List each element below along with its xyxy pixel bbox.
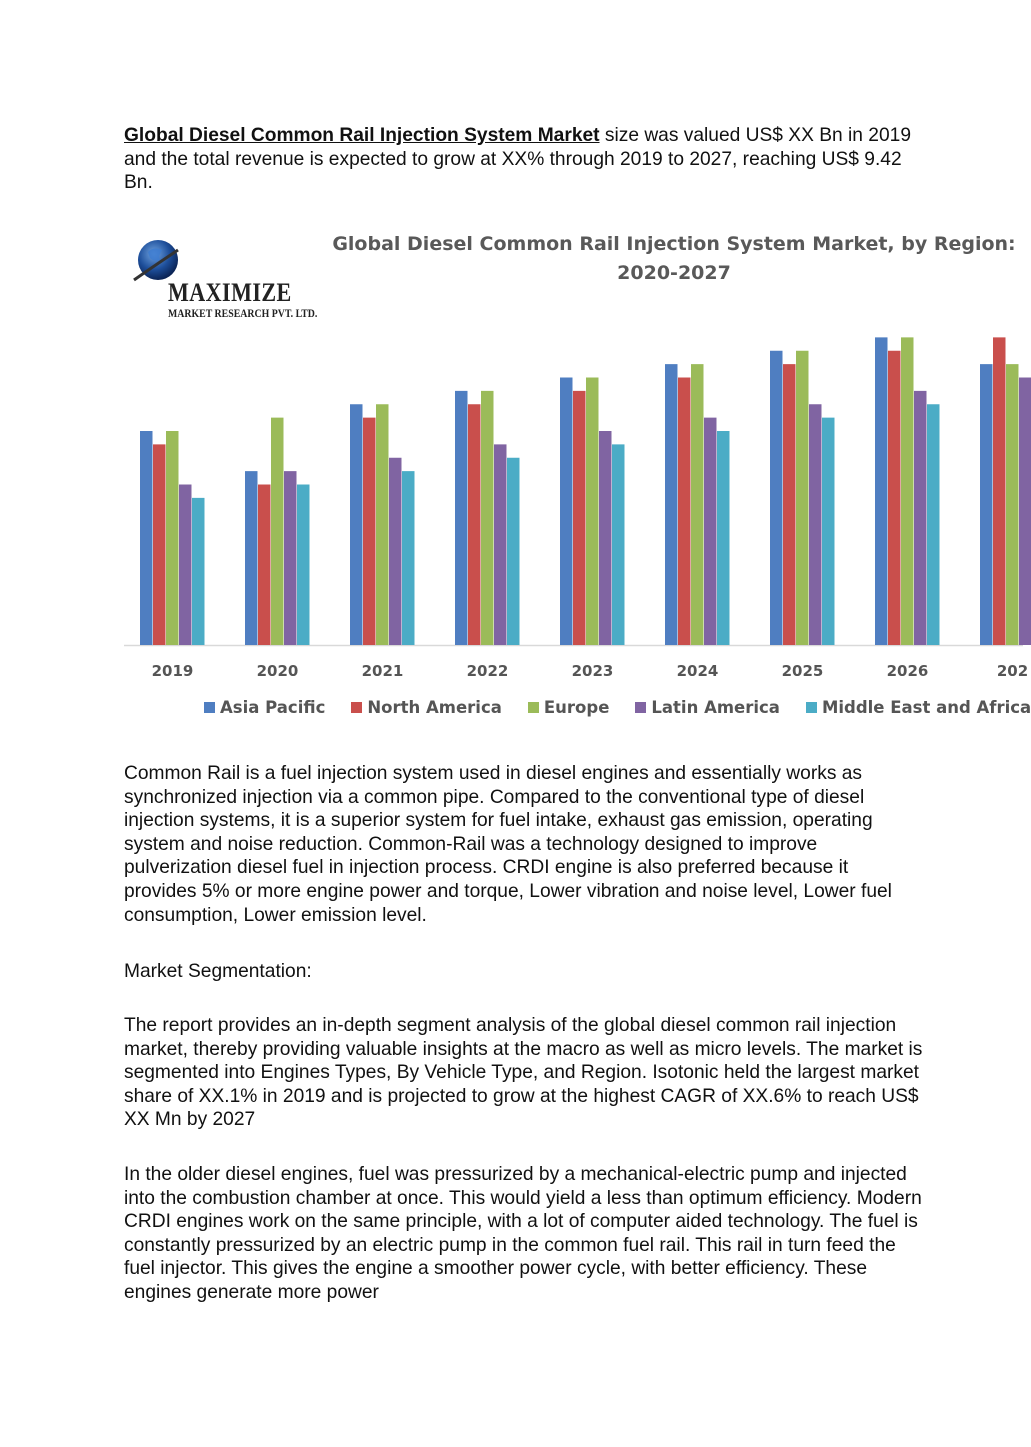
logo-name: MAXIMIZE bbox=[168, 278, 292, 307]
bar-latin-america-2021 bbox=[389, 458, 402, 645]
bar-asia-pacific-2019 bbox=[140, 431, 153, 645]
intro-text: size was valued US$ XX Bn in 2019 and the total revenue is expected to grow at XX% through 2019 to 2027, reaching US$ 9.42 Bn. bbox=[124, 125, 911, 194]
bar-middle-east-and-africa-2022 bbox=[507, 458, 520, 645]
chart-legend bbox=[204, 698, 1031, 717]
bar-north-america-2019 bbox=[153, 444, 166, 645]
bar-europe-2026 bbox=[901, 337, 914, 645]
legend-item bbox=[806, 698, 1031, 717]
bar-middle-east-and-africa-2023 bbox=[612, 444, 625, 645]
legend-label: North America bbox=[367, 698, 502, 717]
legend-swatch bbox=[528, 702, 539, 713]
x-tick-label: 2023 bbox=[571, 662, 614, 680]
bar-latin-america-2019 bbox=[179, 485, 192, 646]
bar-europe-2021 bbox=[376, 404, 389, 645]
bar-north-america-2020 bbox=[258, 485, 271, 646]
bar-asia-pacific-2020 bbox=[245, 471, 258, 645]
x-tick-label: 2024 bbox=[676, 662, 719, 680]
legend-swatch bbox=[204, 702, 215, 713]
bar-middle-east-and-africa-2024 bbox=[717, 431, 730, 645]
legend-swatch bbox=[351, 702, 362, 713]
x-tick-label: 2025 bbox=[781, 662, 824, 680]
chart-title-line-1: Global Diesel Common Rail Injection System Market, by Region: bbox=[332, 233, 1016, 255]
x-tick-label: 2022 bbox=[466, 662, 509, 680]
bar-middle-east-and-africa-2025 bbox=[822, 418, 835, 645]
legend-label: Asia Pacific bbox=[220, 698, 326, 717]
x-tick-label: 2021 bbox=[361, 662, 404, 680]
bar-europe-2020 bbox=[271, 418, 284, 645]
legend-item bbox=[528, 698, 610, 717]
intro-lead: Global Diesel Common Rail Injection System Market bbox=[124, 125, 600, 146]
bar-europe-2025 bbox=[796, 351, 809, 645]
bar-latin-america-2025 bbox=[809, 404, 822, 645]
bar-asia-pacific-2023 bbox=[560, 378, 573, 646]
bar-chart bbox=[124, 222, 1029, 692]
paragraph-segmentation: The report provides an in-depth segment analysis of the global diesel common rail injection market, thereby providing valuable insights at the macro as well as micro levels. The market is segmented into Engines Types, By Vehicle Type, and Region. Isotonic held the largest market share of XX.1% in 2019 and is projected to grow at the highest CAGR of XX.6% to reach US$ XX Mn by 2027 bbox=[124, 1015, 923, 1131]
legend-item bbox=[351, 698, 502, 717]
x-tick-label: 202 bbox=[996, 662, 1029, 680]
chart-title-line-2: 2020-2027 bbox=[617, 262, 731, 284]
bar-middle-east-and-africa-2019 bbox=[192, 498, 205, 645]
chart-figure bbox=[124, 222, 1031, 732]
bar-europe-2027 bbox=[1006, 364, 1019, 645]
bar-north-america-2023 bbox=[573, 391, 586, 645]
bar-latin-america-2023 bbox=[599, 431, 612, 645]
bar-middle-east-and-africa-2020 bbox=[297, 485, 310, 646]
bar-asia-pacific-2022 bbox=[455, 391, 468, 645]
legend-label: Middle East and Africa bbox=[821, 698, 1031, 717]
logo-subtitle: MARKET RESEARCH PVT. LTD. bbox=[168, 306, 318, 320]
bar-latin-america-2020 bbox=[284, 471, 297, 645]
legend-label: Europe bbox=[543, 698, 610, 717]
bar-asia-pacific-2027 bbox=[980, 364, 993, 645]
bar-north-america-2025 bbox=[783, 364, 796, 645]
legend-swatch bbox=[806, 702, 817, 713]
legend-item bbox=[204, 698, 325, 717]
bar-asia-pacific-2026 bbox=[875, 337, 888, 645]
bar-europe-2023 bbox=[586, 378, 599, 646]
bar-north-america-2027 bbox=[993, 337, 1006, 645]
bar-north-america-2022 bbox=[468, 404, 481, 645]
bar-asia-pacific-2021 bbox=[350, 404, 363, 645]
bar-middle-east-and-africa-2026 bbox=[927, 404, 940, 645]
bar-middle-east-and-africa-2021 bbox=[402, 471, 415, 645]
bar-latin-america-2024 bbox=[704, 418, 717, 645]
bar-latin-america-2026 bbox=[914, 391, 927, 645]
bar-north-america-2026 bbox=[888, 351, 901, 645]
bar-asia-pacific-2025 bbox=[770, 351, 783, 645]
bar-europe-2019 bbox=[166, 431, 179, 645]
legend-swatch bbox=[635, 702, 646, 713]
paragraph-older-engines: In the older diesel engines, fuel was pressurized by a mechanical-electric pump and injected into the combustion chamber at once. This would yield a less than optimum efficiency. Modern CRDI engines work on the same principle, with a lot of computer aided technology. The fuel is constantly pressurized by an electric pump in the common fuel rail. This rail in turn feed the fuel injector. This gives the engine a smoother power cycle, with better efficiency. These engines generate more power bbox=[124, 1164, 922, 1303]
x-tick-label: 2019 bbox=[151, 662, 194, 680]
x-tick-label: 2026 bbox=[886, 662, 929, 680]
bar-latin-america-2022 bbox=[494, 444, 507, 645]
intro-paragraph bbox=[124, 124, 924, 195]
legend-item bbox=[635, 698, 780, 717]
bar-north-america-2021 bbox=[363, 418, 376, 645]
bar-asia-pacific-2024 bbox=[665, 364, 678, 645]
paragraph-common-rail: Common Rail is a fuel injection system used in diesel engines and essentially works as synchronized injection via a common pipe. Compared to the conventional type of diesel injection systems, it is a superior system for fuel intake, exhaust gas emission, operating system and noise reduction. Common-Rail was a technology designed to improve pulverization diesel fuel in injection process. CRDI engine is also preferred because it provides 5% or more engine power and torque, Lower vibration and noise level, Lower fuel consumption, Lower emission level. bbox=[124, 763, 892, 926]
bar-north-america-2024 bbox=[678, 378, 691, 646]
bar-europe-2024 bbox=[691, 364, 704, 645]
bar-europe-2022 bbox=[481, 391, 494, 645]
heading-market-segmentation: Market Segmentation: bbox=[124, 961, 312, 982]
x-tick-label: 2020 bbox=[256, 662, 299, 680]
bar-latin-america-2027 bbox=[1019, 378, 1031, 646]
legend-label: Latin America bbox=[651, 698, 780, 717]
